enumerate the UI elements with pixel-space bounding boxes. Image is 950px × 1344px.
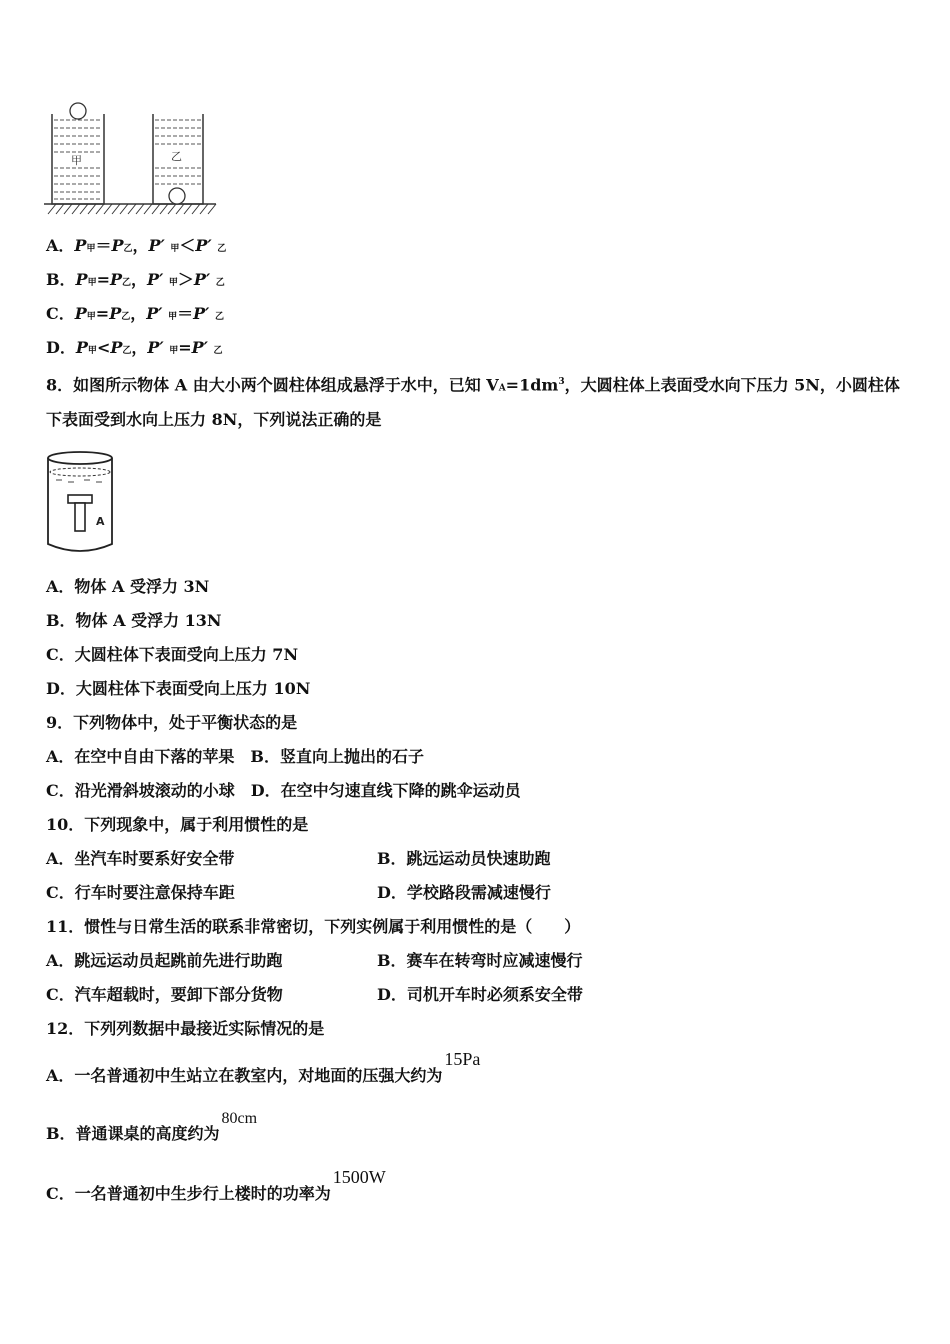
- q8-option-b: B．物体 A 受浮力 13N: [46, 611, 222, 630]
- q7-option-b: B．P甲=P乙，P′ 甲＞P′ 乙: [46, 270, 225, 289]
- q12-stem: 12．下列列数据中最接近实际情况的是: [46, 1019, 325, 1038]
- object-a-label: A: [96, 515, 105, 528]
- q7-option-c: C．P甲=P乙，P′ 甲＝P′ 乙: [46, 304, 224, 323]
- q12-option-c-value: 1500W: [332, 1167, 386, 1187]
- q9-stem: 9．下列物体中，处于平衡状态的是: [46, 713, 298, 732]
- q8-option-d: D．大圆柱体下表面受向上压力 10N: [46, 679, 311, 698]
- q11-option-b: B．赛车在转弯时应减速慢行: [377, 951, 583, 970]
- q7-option-a: A．P甲＝P乙，P′ 甲＜P′ 乙: [46, 236, 227, 255]
- q10-option-c: C．行车时要注意保持车距: [46, 883, 235, 902]
- container-label-right: 乙: [171, 150, 182, 163]
- q12-option-a-value: 15Pa: [444, 1049, 481, 1069]
- q12-option-b: B．普通课桌的高度约为80cm: [46, 1110, 258, 1143]
- containers-figure: [40, 98, 225, 220]
- container-label-left: 甲: [71, 154, 82, 167]
- q10-option-a: A．坐汽车时要系好安全带: [46, 849, 235, 868]
- q11-stem: 11．惯性与日常生活的联系非常密切，下列实例属于利用惯性的是（ ）: [46, 917, 581, 936]
- q8-stem-line1: 8．如图所示物体 A 由大小两个圆柱体组成悬浮于水中，已知 $VA=1dm^3$，大圆柱体上表面受水向下压力 5N，小圆柱体: [46, 375, 900, 395]
- beaker-figure: [44, 448, 118, 556]
- q7-option-d: D．P甲<P乙，P′ 甲=P′ 乙: [46, 338, 223, 357]
- q11-option-c: C．汽车超载时，要卸下部分货物: [46, 985, 283, 1004]
- q8-option-c: C．大圆柱体下表面受向上压力 7N: [46, 645, 299, 664]
- q12-option-c: C．一名普通初中生步行上楼时的功率为1500W: [46, 1167, 386, 1203]
- q9-options-row2: C．沿光滑斜坡滚动的小球 D．在空中匀速直线下降的跳伞运动员: [46, 781, 521, 800]
- q12-option-b-value: 80cm: [221, 1110, 258, 1127]
- q10-option-d: D．学校路段需减速慢行: [377, 883, 551, 902]
- q11-option-d: D．司机开车时必须系安全带: [377, 985, 583, 1004]
- q9-options-row1: A．在空中自由下落的苹果 B．竖直向上抛出的石子: [46, 747, 424, 766]
- q11-option-a: A．跳远运动员起跳前先进行助跑: [46, 951, 283, 970]
- q12-option-a: A．一名普通初中生站立在教室内，对地面的压强大约为15Pa: [46, 1049, 481, 1085]
- q10-option-b: B．跳远运动员快速助跑: [377, 849, 551, 868]
- q8-option-a: A．物体 A 受浮力 3N: [46, 577, 210, 596]
- q8-stem-line2: 下表面受到水向上压力 8N，下列说法正确的是: [46, 410, 382, 429]
- q10-stem: 10．下列现象中，属于利用惯性的是: [46, 815, 309, 834]
